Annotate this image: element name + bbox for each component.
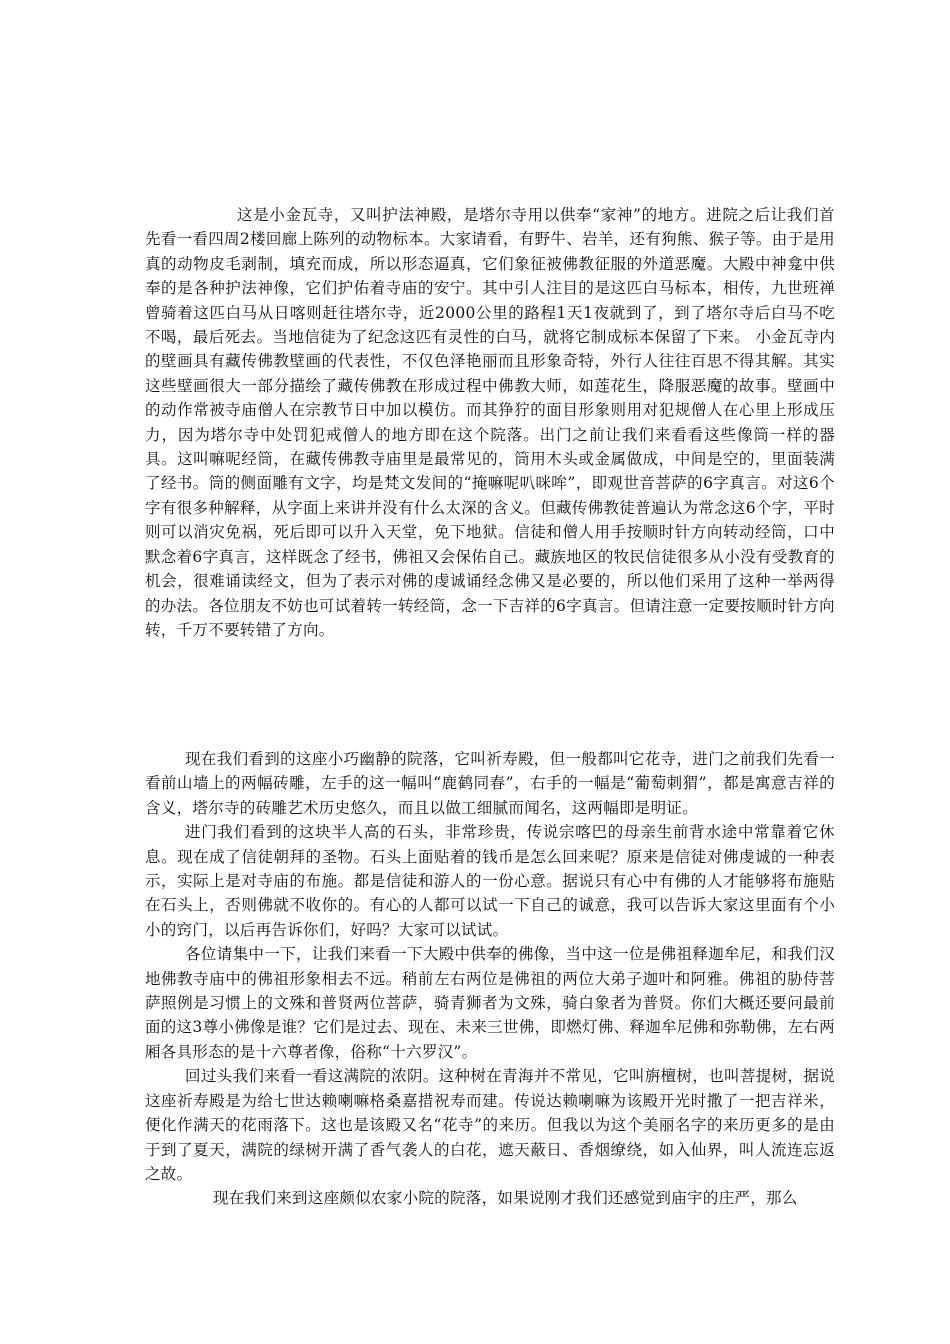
paragraph: 回过头我们来看一看这满院的浓阴。这种树在青海并不常见，它叫旃檀树，也叫菩提树，据说这座祈寿殿是为给七世达赖喇嘛格桑嘉措祝寿而建。传说达赖喇嘛为该殿开光时撒了一把吉祥米，便化作满天的花雨落下。这也是该殿又名“花寺”的来历。但我以为这个美丽名字的来历更多的是由于到了夏天，满院的绿树开满了香气袭人的白花，遮天蔽日、香烟缭绕，如入仙界，叫人流连忘返之故。 [145, 1067, 835, 1183]
paragraph: 现在我们看到的这座小巧幽静的院落，它叫祈寿殿，但一般都叫它花寺，进门之前我们先看一看前山墙上的两幅砖雕，左手的这一幅叫“鹿鹤同春”，右手的一幅是“葡萄刺猬”，都是寓意吉祥的含义，塔尔寺的砖雕艺术历史悠久，而且以做工细腻而闻名，这两幅即是明证。 [145, 750, 835, 817]
section-small-golden-tile-temple [145, 203, 835, 642]
paragraph: 各位请集中一下，让我们来看一下大殿中供奉的佛像，当中这一位是佛祖释迦牟尼，和我们汉地佛教寺庙中的佛祖形象相去不远。稍前左右两位是佛祖的两位大弟子迦叶和阿雅。佛祖的胁侍菩萨照例是习惯上的文殊和普贤两位菩萨，骑青狮者为文殊，骑白象者为普贤。你们大概还要问最前面的这3尊小佛像是谁？它们是过去、现在、未来三世佛，即燃灯佛、释迦牟尼佛和弥勒佛，左右两厢各具形态的是十六尊者像，俗称“十六罗汉”。 [145, 945, 835, 1061]
paragraph: 现在我们来到这座颇似农家小院的院落，如果说刚才我们还感觉到庙宇的庄严，那么 [213, 1189, 798, 1208]
paragraph: 这是小金瓦寺，又叫护法神殿，是塔尔寺用以供奉“家神”的地方。进院之后让我们首先看一看四周2楼回廊上陈列的动物标本。大家请看，有野牛、岩羊，还有狗熊、猴子等。由于是用真的动物皮毛剥制，填充而成，所以形态逼真，它们象征被佛教征服的外道恶魔。大殿中神龛中供奉的是各种护法神像，它们护佑着寺庙的安宁。其中引人注目的是这匹白马标本，相传，九世班禅曾骑着这匹白马从日喀则赶往塔尔寺，近2000公里的路程1天1夜就到了，到了塔尔寺后白马不吃不喝，最后死去。当地信徒为了纪念这匹有灵性的白马，就将它制成标本保留了下来。 小金瓦寺内的壁画具有藏传佛教壁画的代表性，不仅色泽艳丽而且形象奇特，外行人往往百思不得其解。其实这些壁画很大一部分描绘了藏传佛教在形成过程中佛教大师，如莲花生，降服恶魔的故事。壁画中的动作常被寺庙僧人在宗教节日中加以模仿。而其狰狞的面目形象则用对犯规僧人在心里上形成压力，因为塔尔寺中处罚犯戒僧人的地方即在这个院落。出门之前让我们来看看这些像筒一样的器具。这叫嘛呢经筒，在藏传佛教寺庙里是最常见的，筒用木头或金属做成，中间是空的，里面装满了经书。筒的侧面雕有文字，均是梵文发间的“掩嘛呢叭咪哞”，即观世音菩萨的6字真言。对这6个字有很多种解释，从字面上来讲并没有什么太深的含义。但藏传佛教徒普遍认为常念这6个字，平时则可以消灾免祸，死后即可以升入天堂，免下地狱。信徒和僧人用手按顺时针方向转动经筒，口中默念着6字真言，这样既念了经书，佛祖又会保佑自己。藏族地区的牧民信徒很多从小没有受教育的机会，很难诵读经文，但为了表示对佛的虔诚诵经念佛又是必要的，所以他们采用了这种一举两得的办法。各位朋友不妨也可试着转一转经筒，念一下吉祥的6字真言。但请注意一定要按顺时针方向转，千万不要转错了方向。 [145, 206, 835, 639]
paragraph: 进门我们看到的这块半人高的石头，非常珍贵，传说宗喀巴的母亲生前背水途中常靠着它休息。现在成了信徒朝拜的圣物。石头上面贴着的钱币是怎么回来呢？原来是信徒对佛虔诚的一种表示，实际上是对寺庙的布施。都是信徒和游人的一份心意。据说只有心中有佛的人才能够将布施贴在石头上，否则佛就不收你的。有心的人都可以试一下自己的诚意，我可以告诉大家这里面有个小小的窍门，以后再告诉你们，好吗？大家可以试试。 [145, 823, 835, 939]
section-prayer-longevity-hall [145, 747, 835, 1211]
